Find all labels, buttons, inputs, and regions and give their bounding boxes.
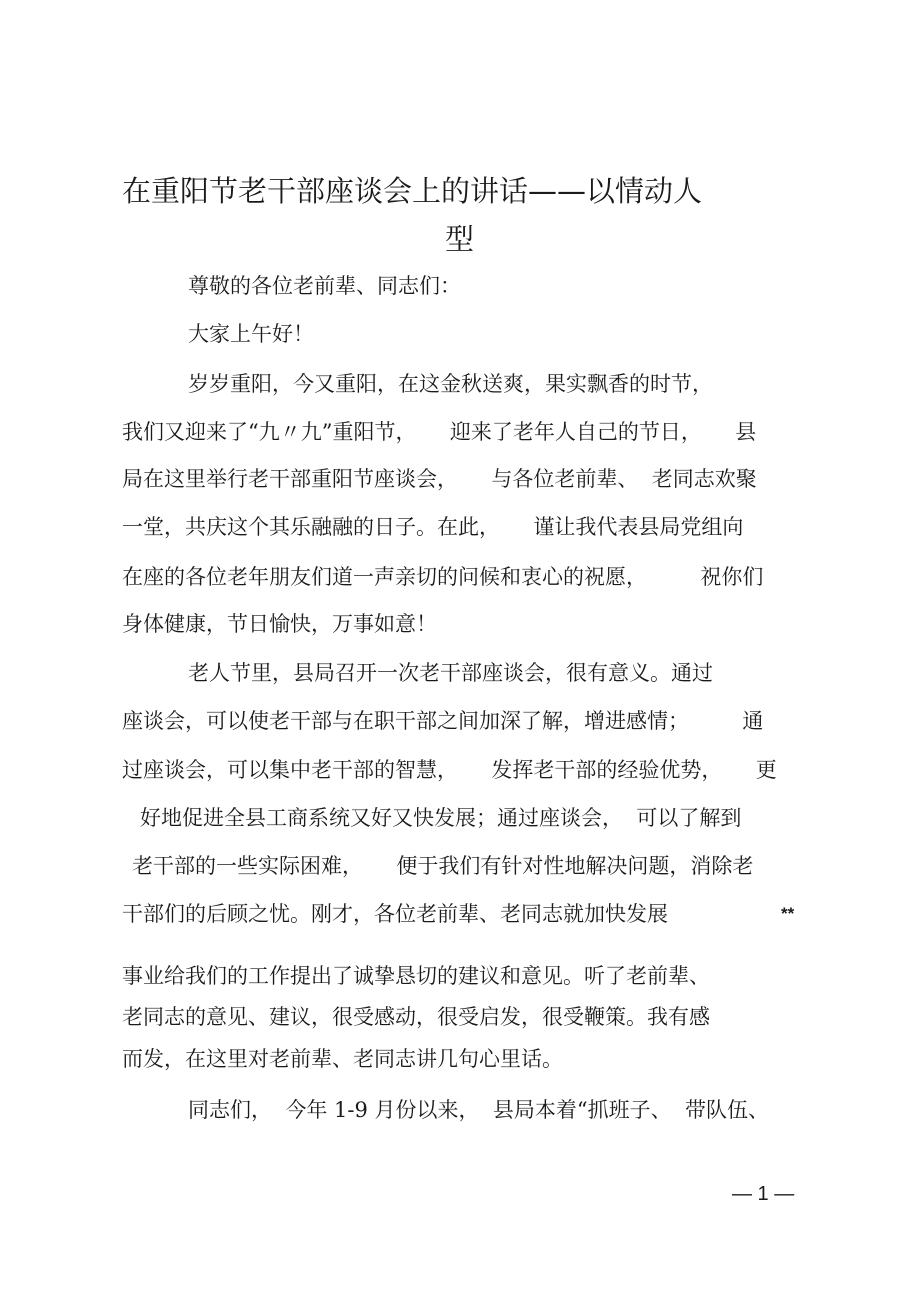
- paragraph-3-line: 而发，在这里对老前辈、老同志讲几句心里话。: [122, 1047, 563, 1071]
- paragraph-2-line: 好地促进全县工商系统又好又快发展；通过座谈会， 可以了解到: [140, 806, 742, 830]
- document-title-line-1: 在重阳节老干部座谈会上的讲话——以情动人: [122, 174, 703, 208]
- paragraph-1-line: 局在这里举行老干部重阳节座谈会， 与各位老前辈、 老同志欢聚: [122, 467, 757, 491]
- paragraph-1-line: 一堂，共庆这个其乐融融的日子。在此， 谨让我代表县局党组向: [122, 515, 744, 539]
- paragraph-3-line: 老同志的意见、建议，很受感动，很受启发，很受鞭策。我有感: [122, 1005, 710, 1029]
- paragraph-1-line: 我们又迎来了“九〃九”重阳节， 迎来了老年人自己的节日， 县: [122, 420, 757, 444]
- paragraph-1-line: 身体健康，节日愉快，万事如意！: [122, 612, 437, 636]
- paragraph-2-line: 座谈会，可以使老干部与在职干部之间加深了解，增进感情； 通: [122, 709, 764, 733]
- page-number: — 1 —: [732, 1183, 795, 1205]
- paragraph-2-line: 老人节里，县局召开一次老干部座谈会，很有意义。通过: [188, 661, 713, 685]
- salutation: 尊敬的各位老前辈、同志们：: [188, 274, 461, 298]
- paragraph-3-line: 事业给我们的工作提出了诚挚恳切的建议和意见。听了老前辈、: [122, 964, 710, 988]
- paragraph-1-line: 在座的各位老年朋友们道一声亲切的问候和衷心的祝愿， 祝你们: [122, 565, 764, 589]
- redacted-mark: **: [781, 904, 795, 923]
- paragraph-2-line: 老干部的一些实际困难， 便于我们有针对性地解决问题，消除老: [132, 854, 754, 878]
- paragraph-4-line: 同志们， 今年 1-9 月份以来， 县局本着“抓班子、 带队伍、: [188, 1098, 769, 1122]
- document-title-line-2: 型: [445, 222, 475, 256]
- paragraph-2-line: 干部们的后顾之忧。刚才，各位老前辈、老同志就加快发展: [122, 902, 668, 926]
- paragraph-1-line: 岁岁重阳，今又重阳，在这金秋送爽，果实飘香的时节，: [188, 372, 713, 396]
- greeting: 大家上午好！: [188, 322, 314, 346]
- paragraph-2-line: 过座谈会，可以集中老干部的智慧， 发挥老干部的经验优势， 更: [122, 758, 777, 782]
